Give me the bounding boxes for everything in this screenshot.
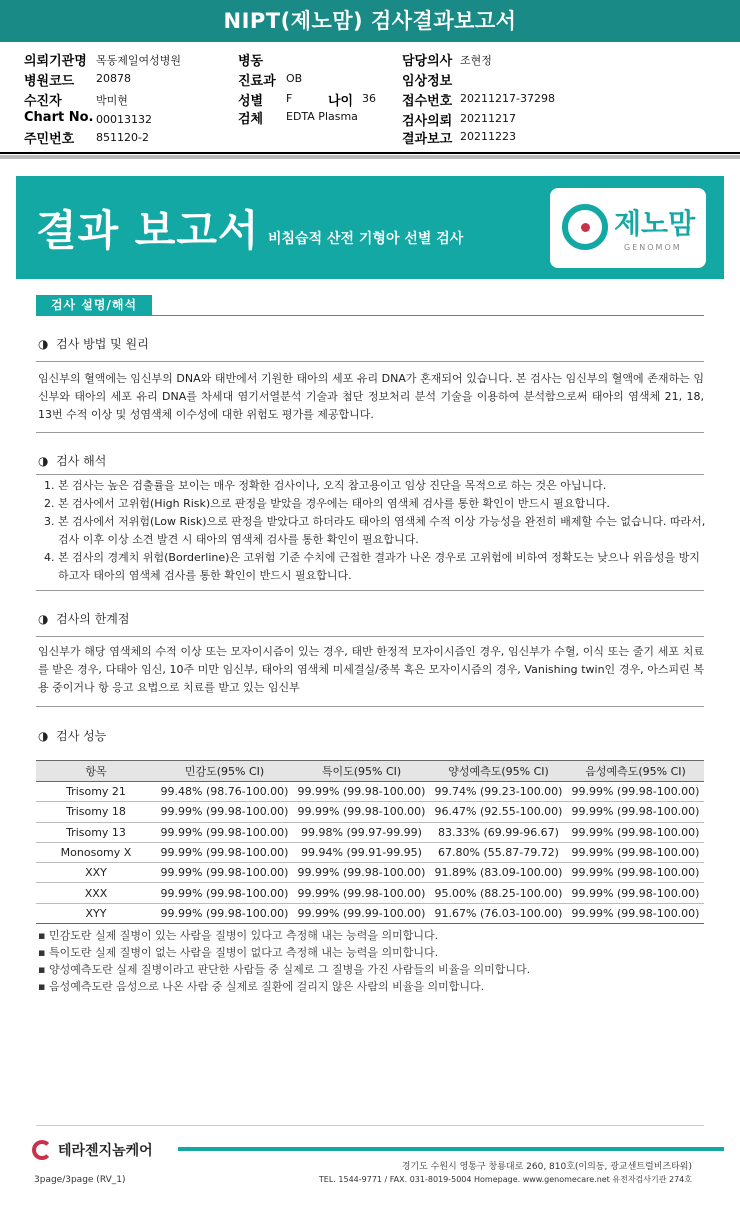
result-banner (16, 176, 724, 279)
section-divider (36, 315, 704, 316)
footer-bar (178, 1147, 724, 1151)
column-header: 항목 (36, 761, 156, 782)
divider (36, 474, 704, 475)
doctor-value: 조현정 (460, 54, 492, 67)
dept-label: 진료과 (238, 74, 276, 89)
genomom-logo (550, 188, 706, 268)
table-row: Trisomy 13 99.99% (99.98-100.00) 99.98% (99.97-99.99) 83.33% (69.99-96.67) 99.99% (99.98-100.00) (36, 822, 704, 842)
column-header: 민감도(95% CI) (156, 761, 293, 782)
table-row: XYY 99.99% (99.98-100.00) 99.99% (99.99-100.00) 91.67% (76.03-100.00) 99.99% (99.98-100.00) (36, 903, 704, 923)
footer-contact: TEL. 1544-9771 / FAX. 031-8019-5004 Homepage. www.genomecare.net 유전자검사기관 274호 (318, 1175, 692, 1184)
specimen-value: EDTA Plasma (286, 110, 358, 123)
table-row: XXY 99.99% (99.98-100.00) 99.99% (99.98-100.00) 91.89% (83.09-100.00) 99.99% (99.98-100.00) (36, 863, 704, 883)
age-value: 36 (362, 92, 376, 105)
ward-label: 병동 (238, 54, 264, 69)
code-value: 20878 (96, 72, 131, 85)
info-shadow (0, 155, 740, 159)
age-label: 나이 (328, 94, 354, 109)
divider (36, 361, 704, 362)
column-header: 양성예측도(95% CI) (430, 761, 567, 782)
perf-heading: ◑ 검사 성능 (38, 729, 107, 743)
banner-subtitle: 비침습적 산전 기형아 선별 검사 (268, 231, 464, 247)
rrn-value: 851120-2 (96, 131, 149, 144)
column-header: 음성예측도(95% CI) (567, 761, 704, 782)
company-name: 테라젠지놈케어 (58, 1143, 153, 1159)
sex-label: 성별 (238, 94, 264, 109)
report-label: 결과보고 (402, 132, 453, 147)
note: ▪ 음성예측도란 음성으로 나온 사람 중 실제로 질환에 걸리지 않은 사람의 비율을 의미합니다. (38, 980, 485, 993)
divider (36, 706, 704, 707)
institution-label: 의뢰기관명 (24, 54, 87, 69)
accession-value: 20211217-37298 (460, 92, 555, 105)
specimen-label: 검체 (238, 112, 264, 127)
table-notes (38, 927, 530, 995)
list-item: 2. 본 검사에서 고위험(High Risk)으로 판정을 받았을 경우에는 태아의 염색체 검사를 통한 확인이 반드시 필요합니다. (44, 497, 610, 510)
institution-value: 목동제일여성병원 (96, 54, 182, 67)
accession-label: 접수번호 (402, 94, 453, 109)
table-row: Monosomy X 99.99% (99.98-100.00) 99.94% (99.91-99.95) 67.80% (55.87-79.72) 99.99% (99.98-100.00) (36, 842, 704, 862)
banner-title: 결과 보고서 (36, 206, 260, 255)
report-value: 20211223 (460, 130, 516, 143)
table-header (36, 761, 704, 782)
interp-heading: ◑ 검사 해석 (38, 454, 107, 468)
patient-info (0, 42, 740, 154)
request-label: 검사의뢰 (402, 114, 453, 129)
clinical-label: 임상정보 (402, 74, 453, 89)
list-item: 1. 본 검사는 높은 검출률을 보이는 매우 정확한 검사이나, 오직 참고용이고 임상 진단을 목적으로 하는 것은 아닙니다. (44, 479, 607, 492)
collector-label: 수진자 (24, 94, 62, 109)
method-text: 임신부의 혈액에는 임신부의 DNA와 태반에서 기원한 태아의 세포 유리 DNA가 혼재되어 있습니다. 본 검사는 임신부의 혈액에 존재하는 임신부와 태아의 세포 유리 DNA를 차세대 염기서열분석 기술과 첨단 정보처리 분석 기술을 이용하여 분석함으로써 태아의 염색체 21, 18, 13번 수적 이상 및 성염색체 이수성에 대한 위험도 평가를 제공합니다. (38, 372, 704, 421)
report-title: NIPT(제노맘) 검사결과보고서 (0, 0, 740, 42)
performance-table (36, 760, 704, 924)
logo-name: 제노맘 (614, 207, 696, 240)
note: ▪ 특이도란 실제 질병이 없는 사람을 질병이 없다고 측정해 내는 능력을 의미합니다. (38, 946, 439, 959)
column-header: 특이도(95% CI) (293, 761, 430, 782)
footer-address: 경기도 수원시 영통구 창룡대로 260, 810호(이의동, 광교센트럴비즈타워) (401, 1162, 692, 1172)
divider (36, 590, 704, 591)
method-heading: ◑ 검사 방법 및 원리 (38, 337, 149, 351)
dept-value: OB (286, 72, 303, 85)
list-item: 4. 본 검사의 경계치 위험(Borderline)은 고위험 기준 수치에 근접한 결과가 나온 경우로 고위험에 비하여 정확도는 낮으나 위음성을 방지하고자 태아의 염색체 검사를 통한 확인이 반드시 필요합니다. (44, 551, 700, 582)
section-tab: 검사 설명/해석 (36, 295, 152, 316)
chartno-value: 00013132 (96, 113, 152, 126)
rrn-label: 주민번호 (24, 132, 75, 147)
request-value: 20211217 (460, 112, 516, 125)
code-label: 병원코드 (24, 74, 75, 89)
note: ▪ 민감도란 실제 질병이 있는 사람을 질병이 있다고 측정해 내는 능력을 의미합니다. (38, 929, 439, 942)
logo-en: GENOMOM (624, 243, 682, 252)
footer-divider (36, 1125, 704, 1126)
collector-value: 박미현 (96, 94, 128, 107)
divider (36, 432, 704, 433)
limits-heading: ◑ 검사의 한계점 (38, 612, 130, 626)
note: ▪ 양성예측도란 실제 질병이라고 판단한 사람들 중 실제로 그 질병을 가진 사람들의 비율을 의미합니다. (38, 963, 531, 976)
doctor-label: 담당의사 (402, 54, 453, 69)
sex-value: F (286, 92, 293, 105)
company-logo (32, 1140, 153, 1160)
table-row: Trisomy 21 99.48% (98.76-100.00) 99.99% (99.98-100.00) 99.74% (99.23-100.00) 99.99% (99.98-100.00) (36, 782, 704, 802)
company-logo-icon (32, 1140, 52, 1160)
limits-text: 임신부가 해당 염색체의 수적 이상 또는 모자이시즘이 있는 경우, 태반 한정적 모자이시즘인 경우, 임신부가 수혈, 이식 또는 줄기 세포 치료를 받은 경우, 다태아 임신, 10주 미만 임신부, 태아의 염색체 미세결실/중복 혹은 모자이시즘의 경우, Vanishing twin인 경우, 아스피린 복용 중이거나 항 응고 요법으로 치료를 받고 있는 임신부 (38, 645, 704, 694)
list-item: 3. 본 검사에서 저위험(Low Risk)으로 판정을 받았다고 하더라도 태아의 염색체 수적 이상 가능성을 완전히 배제할 수는 없습니다. 따라서, 검사 이후 이상 소견 발견 시 태아의 염색체 검사를 통한 확인이 필요합니다. (44, 515, 706, 546)
chartno-label: Chart No. (24, 110, 94, 125)
table-row: Trisomy 18 99.99% (99.98-100.00) 99.99% (99.98-100.00) 96.47% (92.55-100.00) 99.99% (99.98-100.00) (36, 802, 704, 822)
interp-list (44, 477, 706, 585)
page-number: 3page/3page (RV_1) (34, 1175, 126, 1185)
mother-baby-icon (562, 204, 608, 250)
divider (36, 636, 704, 637)
table-row: XXX 99.99% (99.98-100.00) 99.99% (99.98-100.00) 95.00% (88.25-100.00) 99.99% (99.98-100.00) (36, 883, 704, 903)
